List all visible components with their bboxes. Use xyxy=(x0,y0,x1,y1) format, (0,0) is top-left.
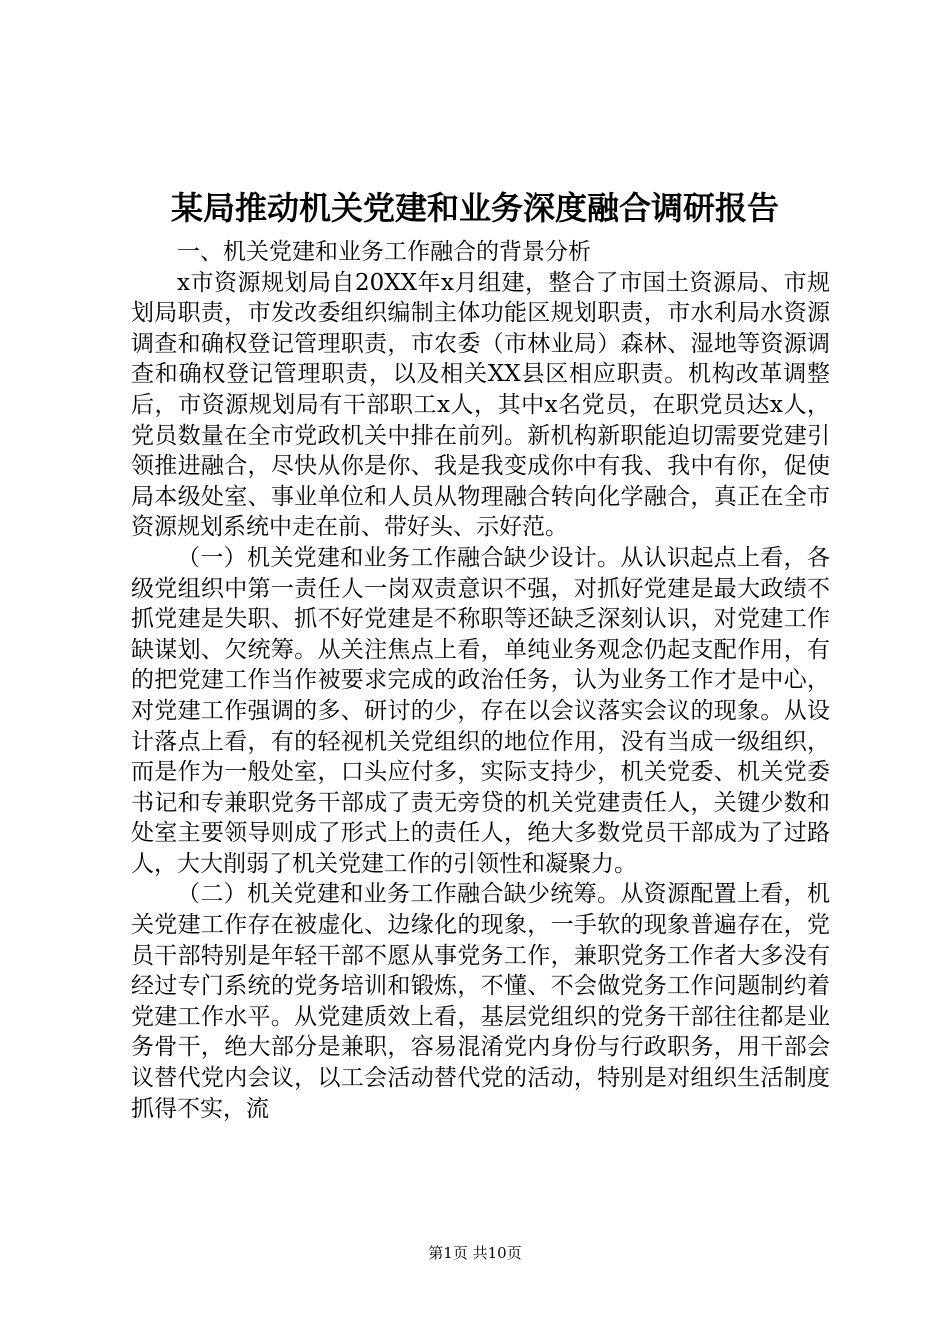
document-body xyxy=(131,237,830,1124)
paragraph-lack-of-design: （一）机关党建和业务工作融合缺少设计。从认识起点上看，各级党组织中第一责任人一岗双责意识不强，对抓好党建是最大政绩不抓党建是失职、抓不好党建是不称职等还缺乏深刻认识，对党建工作缺谋划、欠统筹。从关注焦点上看，单纯业务观念仍起支配作用，有的把党建工作当作被要求完成的政治任务，认为业务工作才是中心，对党建工作强调的多、研讨的少，存在以会议落实会议的现象。从设计落点上看，有的轻视机关党组织的地位作用，没有当成一级组织，而是作为一般处室，口头应付多，实际支持少，机关党委、机关党委书记和专兼职党务干部成了责无旁贷的机关党建责任人，关键少数和处室主要领导则成了形式上的责任人，绝大多数党员干部成为了过路人，大大削弱了机关党建工作的引领性和凝聚力。 xyxy=(131,544,830,877)
paragraph-lack-of-coordination: （二）机关党建和业务工作融合缺少统筹。从资源配置上看，机关党建工作存在被虚化、边缘化的现象，一手软的现象普遍存在，党员干部特别是年轻干部不愿从事党务工作，兼职党务工作者大多没有经过专门系统的党务培训和锻炼，不懂、不会做党务工作问题制约着党建工作水平。从党建质效上看，基层党组织的党务干部往往都是业务骨干，绝大部分是兼职，容易混淆党内身份与行政职务，用干部会议替代党内会议，以工会活动替代党的活动，特别是对组织生活制度抓得不实，流 xyxy=(131,881,830,1122)
page-footer: 第1页 共10页 xyxy=(428,1244,522,1262)
section-heading-background: 一、机关党建和业务工作融合的背景分析 xyxy=(177,239,591,265)
paragraph-intro: x市资源规划局自20XX年x月组建，整合了市国土资源局、市规划局职责，市发改委组织编制主体功能区规划职责，市水利局水资源调查和确权登记管理职责，市农委（市林业局）森林、湿地等资源调查和确权登记管理职责，以及相关XX县区相应职责。机构改革调整后，市资源规划局有干部职工x人，其中x名党员，在职党员达x人，党员数量在全市党政机关中排在前列。新机构新职能迫切需要党建引领推进融合，尽快从你是你、我是我变成你中有我、我中有你，促使局本级处室、事业单位和人员从物理融合转向化学融合，真正在全市资源规划系统中走在前、带好头、示好范。 xyxy=(131,269,830,541)
document-title: 某局推动机关党建和业务深度融合调研报告 xyxy=(170,189,779,227)
